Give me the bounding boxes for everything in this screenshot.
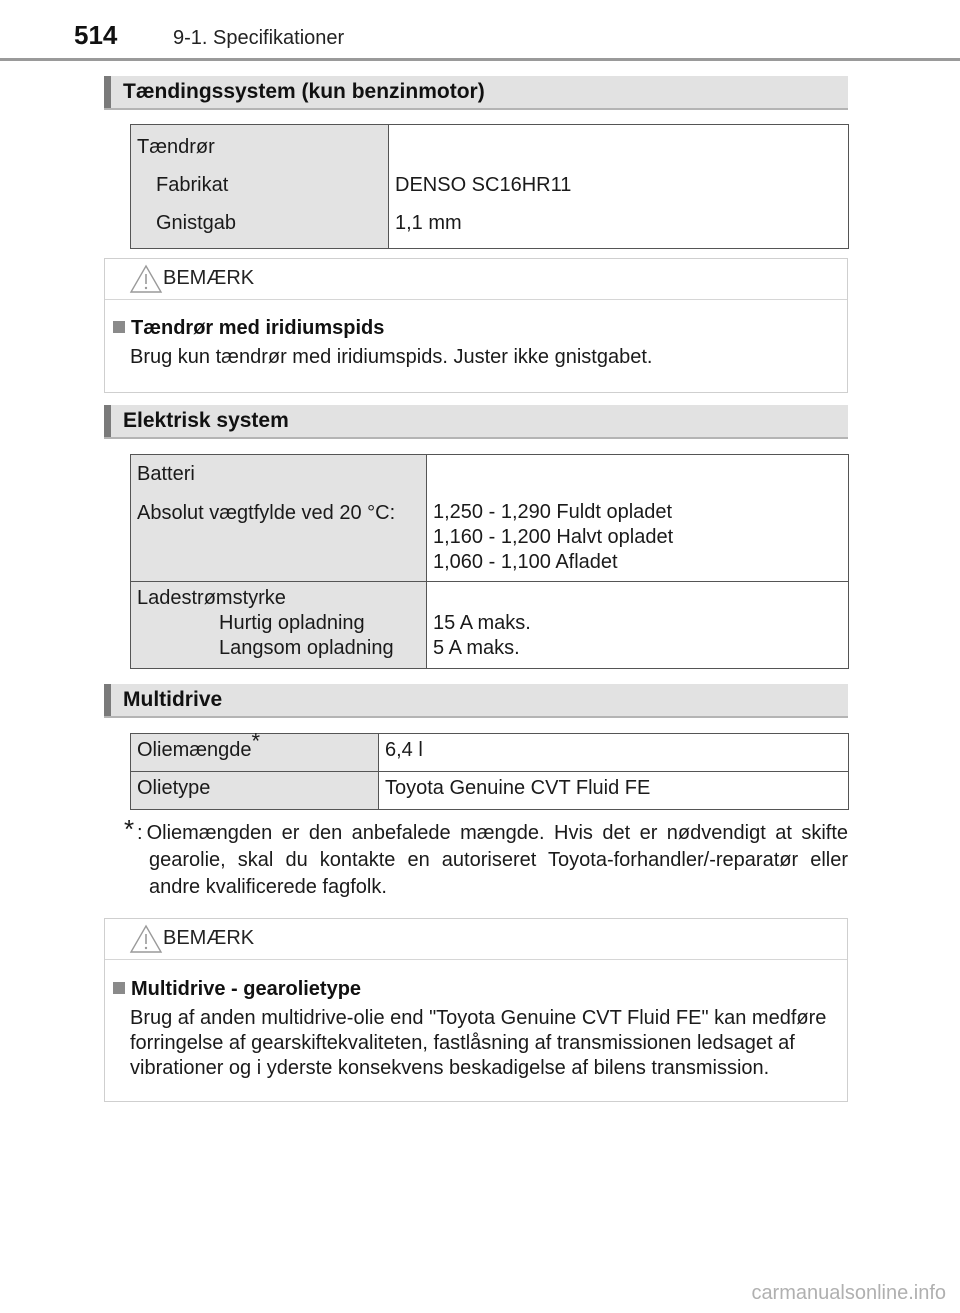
note-subheading (113, 317, 384, 340)
gap-value: 1,1 mm (395, 212, 462, 234)
note-header (105, 919, 847, 960)
note-subheading-text: Tændrør med iridiumspids (131, 317, 385, 339)
note-title: BEMÆRK (163, 267, 255, 289)
gravity-label: Absolut vægtfylde ved 20 °C: (137, 502, 396, 524)
gravity-value-half: 1,160 - 1,200 Halvt opladet (433, 526, 674, 548)
note-subheading (113, 978, 361, 1001)
warning-icon (129, 924, 163, 954)
spark-plug-value (395, 128, 842, 166)
section-heading-ignition (104, 76, 848, 110)
square-bullet-icon (113, 982, 125, 994)
note-title: BEMÆRK (163, 927, 255, 949)
note-box-multidrive (104, 918, 848, 1102)
charge-value-cell (427, 582, 849, 669)
chapter-title: 9-1. Specifikationer (173, 27, 345, 49)
footnote (124, 814, 848, 901)
warning-icon (129, 264, 163, 294)
ignition-table (130, 124, 849, 249)
gravity-value-full: 1,250 - 1,290 Fuldt opladet (433, 501, 673, 523)
make-value: DENSO SC16HR11 (395, 174, 572, 196)
section-heading-electrical (104, 405, 848, 439)
note-header (105, 259, 847, 300)
battery-label: Batteri (137, 463, 195, 485)
section-heading-multidrive (104, 684, 848, 718)
section-heading-ignition-text: Tændingssystem (kun benzinmotor) (123, 80, 485, 103)
gravity-value-empty: 1,060 - 1,100 Afladet (433, 551, 618, 573)
section-heading-electrical-text: Elektrisk system (123, 409, 289, 432)
fast-charge-label: Hurtig opladning (219, 612, 365, 634)
footnote-asterisk: * (124, 814, 135, 844)
oil-type-label-cell (131, 772, 379, 810)
oil-amount-label-cell (131, 728, 379, 772)
oil-type-label: Olietype (137, 777, 211, 799)
battery-value-cell (427, 455, 849, 582)
oil-amount-label: Oliemængde (137, 739, 252, 761)
note-box-spark-plug (104, 258, 848, 393)
note-body: Brug kun tændrør med iridiumspids. Juster ikke gnistgabet. (130, 346, 653, 368)
gap-label: Gnistgab (156, 212, 237, 234)
square-bullet-icon (113, 321, 125, 333)
watermark: carmanualsonline.info (751, 1282, 946, 1304)
oil-amount-value-cell (379, 734, 849, 772)
slow-charge-value: 5 A maks. (433, 637, 520, 659)
note-subheading-text: Multidrive - gearolietype (131, 978, 362, 1000)
slow-charge-label: Langsom opladning (219, 637, 394, 659)
footnote-text: Oliemængden er den anbefalede mængde. Hvis det er nødvendigt at skifte gearolie, skal du kontakte en autoriseret Toyota-forhandler/-reparatør eller andre kvalificerede fagfolk. (146, 822, 848, 898)
ignition-values-cell (389, 125, 849, 249)
electrical-table (130, 454, 849, 669)
header-rule (0, 58, 960, 61)
ignition-labels-cell (131, 125, 389, 249)
page-number: 514 (74, 20, 118, 50)
make-label: Fabrikat (156, 174, 229, 196)
battery-label-cell (131, 455, 427, 582)
charge-label-cell (131, 582, 427, 669)
multidrive-table (130, 728, 849, 810)
note-body: Brug af anden multidrive-olie end "Toyota Genuine CVT Fluid FE" kan medføre forringelse af gearskiftekvaliteten, fastlåsning af transmissionen ledsaget af vibrationer og i yderste konsekvens beskadigelse af bilens transmission. (130, 1007, 827, 1079)
footnote-colon: : (137, 822, 143, 844)
section-heading-multidrive-text: Multidrive (123, 688, 223, 711)
fast-charge-value: 15 A maks. (433, 612, 531, 634)
charge-label: Ladestrømstyrke (137, 587, 286, 609)
oil-type-value-cell (379, 772, 849, 810)
spark-plug-label: Tændrør (137, 136, 215, 158)
oil-type-value: Toyota Genuine CVT Fluid FE (385, 777, 651, 799)
asterisk-mark: * (251, 728, 261, 754)
footnote-text-block (124, 820, 848, 901)
oil-amount-value: 6,4 l (385, 739, 423, 761)
